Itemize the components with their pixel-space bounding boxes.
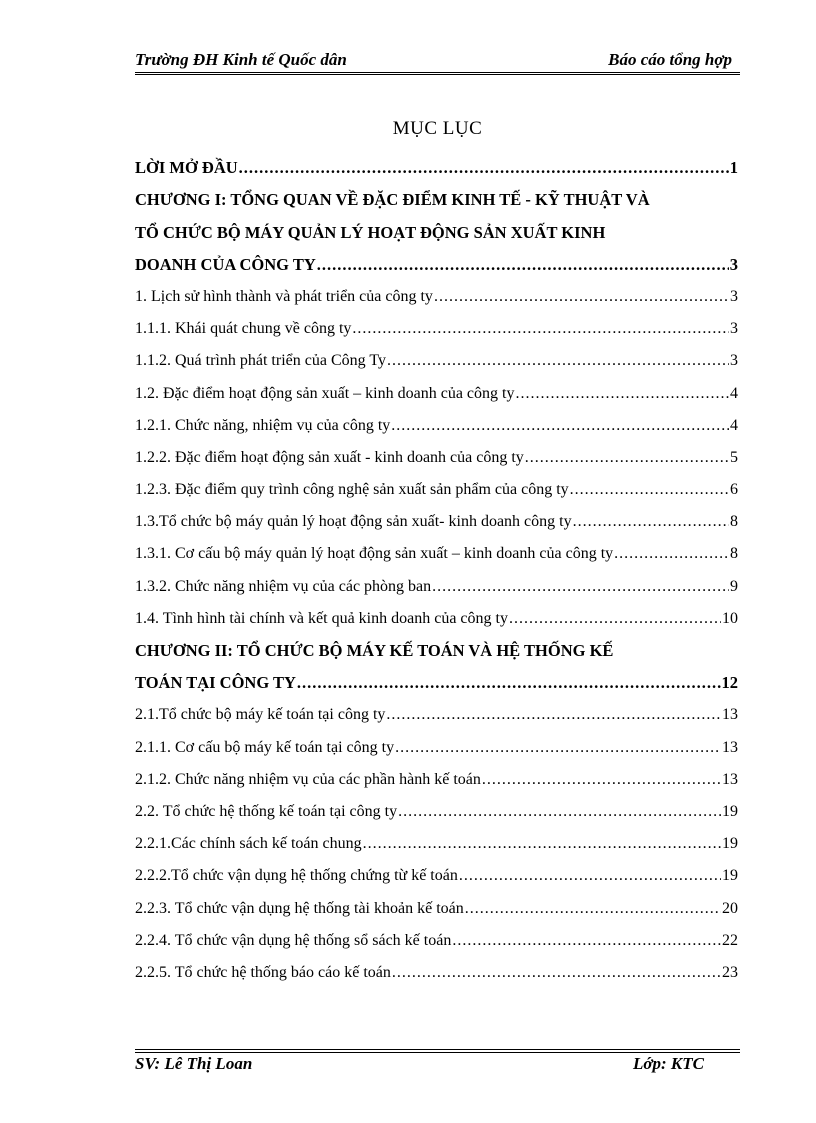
toc-entry — [135, 279, 738, 311]
toc-entry — [135, 440, 738, 472]
footer-class: Lớp: KTC — [633, 1054, 704, 1073]
toc-leader-dots — [459, 866, 721, 886]
toc-entry-text: 1.3.1. Cơ cấu bộ máy quản lý hoạt động sản xuất – kinh doanh của công ty — [135, 545, 614, 563]
toc-entry — [135, 826, 738, 858]
toc-page-number: 8 — [730, 545, 738, 563]
toc-page-number: 3 — [730, 287, 738, 305]
toc-leader-dots — [386, 705, 721, 725]
toc-entry-text: 1.2.3. Đặc điểm quy trình công nghệ sản xuất sản phẩm của công ty — [135, 481, 569, 499]
toc-page-number: 12 — [721, 673, 738, 693]
toc-leader-dots — [297, 673, 721, 693]
toc-entry-text: 1.1.2. Quá trình phát triển của Công Ty — [135, 352, 386, 370]
toc-entry — [135, 858, 738, 890]
toc-entry — [135, 633, 738, 665]
toc-entry — [135, 504, 738, 536]
toc-entry — [135, 697, 738, 729]
toc-entry-text: 2.1.1. Cơ cấu bộ máy kế toán tại công ty — [135, 738, 395, 756]
toc-entry-text: LỜI MỞ ĐẦU — [135, 158, 238, 178]
toc-leader-dots — [395, 738, 721, 758]
toc-entry — [135, 955, 738, 987]
toc-page-number: 6 — [730, 481, 738, 499]
toc-entry — [135, 890, 738, 922]
toc-entry — [135, 601, 738, 633]
toc-entry — [135, 408, 738, 440]
toc-leader-dots — [573, 512, 729, 532]
toc-entry-text: CHƯƠNG I: TỔNG QUAN VỀ ĐẶC ĐIỂM KINH TẾ - KỸ THUẬT VÀ — [135, 190, 650, 210]
toc-entry — [135, 214, 738, 246]
toc-page-number: 19 — [722, 835, 738, 853]
toc-entry-text: 1.2.1. Chức năng, nhiệm vụ của công ty — [135, 416, 391, 434]
toc-entry — [135, 794, 738, 826]
toc-leader-dots — [391, 416, 729, 436]
toc-page-number: 3 — [730, 320, 738, 338]
toc-page-number: 5 — [730, 448, 738, 466]
footer-rule-double — [135, 1052, 740, 1053]
toc-page-number: 1 — [729, 158, 738, 178]
footer-student: SV: Lê Thị Loan — [135, 1054, 253, 1073]
toc-leader-dots — [515, 384, 729, 404]
page-header — [135, 48, 740, 74]
toc-page-number: 3 — [730, 352, 738, 370]
toc-leader-dots — [317, 255, 729, 275]
table-of-contents — [135, 150, 738, 987]
header-report-type: Báo cáo tổng hợp — [608, 50, 732, 69]
toc-page-number: 3 — [729, 254, 738, 274]
page-footer — [135, 1054, 740, 1080]
toc-entry — [135, 665, 738, 697]
toc-entry-text: CHƯƠNG II: TỔ CHỨC BỘ MÁY KẾ TOÁN VÀ HỆ THỐNG KẾ — [135, 641, 614, 660]
toc-leader-dots — [398, 802, 721, 822]
toc-entry — [135, 472, 738, 504]
toc-entry-text: 2.1.2. Chức năng nhiệm vụ của các phần hành kế toán — [135, 770, 481, 788]
toc-entry-text: 1.4. Tình hình tài chính và kết quả kinh doanh của công ty — [135, 609, 508, 627]
toc-leader-dots — [434, 287, 729, 307]
toc-entry-text: 1.1.1. Khái quát chung về công ty — [135, 320, 352, 338]
toc-entry — [135, 311, 738, 343]
toc-page-number: 20 — [722, 899, 738, 917]
toc-leader-dots — [352, 319, 729, 339]
toc-leader-dots — [509, 609, 721, 629]
toc-entry-text: TỔ CHỨC BỘ MÁY QUẢN LÝ HOẠT ĐỘNG SẢN XUẤT KINH — [135, 222, 606, 242]
toc-entry — [135, 343, 738, 375]
toc-entry-text: 2.2.5. Tổ chức hệ thống báo cáo kế toán — [135, 963, 391, 981]
toc-page-number: 9 — [730, 577, 738, 595]
toc-entry-text: 1.3.2. Chức năng nhiệm vụ của các phòng ban — [135, 577, 432, 595]
toc-page-number: 4 — [730, 384, 738, 402]
toc-leader-dots — [392, 963, 721, 983]
toc-entry-text: 1.3.Tổ chức bộ máy quản lý hoạt động sản xuất- kinh doanh công ty — [135, 513, 572, 531]
toc-entry-text: 2.2.2.Tổ chức vận dụng hệ thống chứng từ kế toán — [135, 867, 458, 885]
toc-leader-dots — [432, 577, 729, 597]
header-school: Trường ĐH Kinh tế Quốc dân — [135, 50, 347, 69]
toc-leader-dots — [452, 931, 721, 951]
toc-leader-dots — [465, 899, 721, 919]
toc-page-number: 23 — [722, 963, 738, 981]
toc-entry — [135, 729, 738, 761]
toc-entry — [135, 923, 738, 955]
toc-entry-text: 2.2.3. Tổ chức vận dụng hệ thống tài khoản kế toán — [135, 899, 464, 917]
toc-page-number: 10 — [722, 609, 738, 627]
toc-leader-dots — [387, 351, 729, 371]
toc-page-number: 13 — [722, 770, 738, 788]
toc-entry-text: 2.2.4. Tổ chức vận dụng hệ thống sổ sách kế toán — [135, 931, 452, 949]
toc-entry-text: 2.2.1.Các chính sách kế toán chung — [135, 835, 362, 853]
toc-entry — [135, 247, 738, 279]
toc-page-number: 19 — [722, 802, 738, 820]
toc-leader-dots — [525, 448, 729, 468]
toc-leader-dots — [363, 834, 721, 854]
toc-entry-text: 2.1.Tổ chức bộ máy kế toán tại công ty — [135, 706, 386, 724]
toc-page-number: 19 — [722, 867, 738, 885]
toc-leader-dots — [570, 480, 729, 500]
toc-page-number: 4 — [730, 416, 738, 434]
toc-page-number: 8 — [730, 513, 738, 531]
toc-entry-text: 2.2. Tổ chức hệ thống kế toán tại công ty — [135, 802, 398, 820]
toc-entry — [135, 762, 738, 794]
toc-title: MỤC LỤC — [392, 118, 483, 139]
toc-page-number: 13 — [722, 738, 738, 756]
footer-rule — [135, 1049, 740, 1050]
toc-leader-dots — [239, 158, 729, 178]
toc-entry-text: 1. Lịch sử hình thành và phát triển của công ty — [135, 287, 433, 305]
toc-entry — [135, 182, 738, 214]
toc-page-number: 22 — [722, 931, 738, 949]
header-rule-double — [135, 74, 740, 75]
toc-entry-text: DOANH CỦA CÔNG TY — [135, 254, 316, 274]
toc-entry — [135, 568, 738, 600]
toc-entry-text: 1.2. Đặc điểm hoạt động sản xuất – kinh doanh của công ty — [135, 384, 515, 402]
toc-entry — [135, 150, 738, 182]
toc-page-number: 13 — [722, 706, 738, 724]
toc-entry-text: TOÁN TẠI CÔNG TY — [135, 673, 296, 693]
toc-entry — [135, 536, 738, 568]
toc-leader-dots — [482, 770, 721, 790]
toc-entry — [135, 375, 738, 407]
toc-entry-text: 1.2.2. Đặc điểm hoạt động sản xuất - kinh doanh của công ty — [135, 448, 524, 466]
toc-leader-dots — [614, 544, 729, 564]
header-rule — [135, 72, 740, 73]
